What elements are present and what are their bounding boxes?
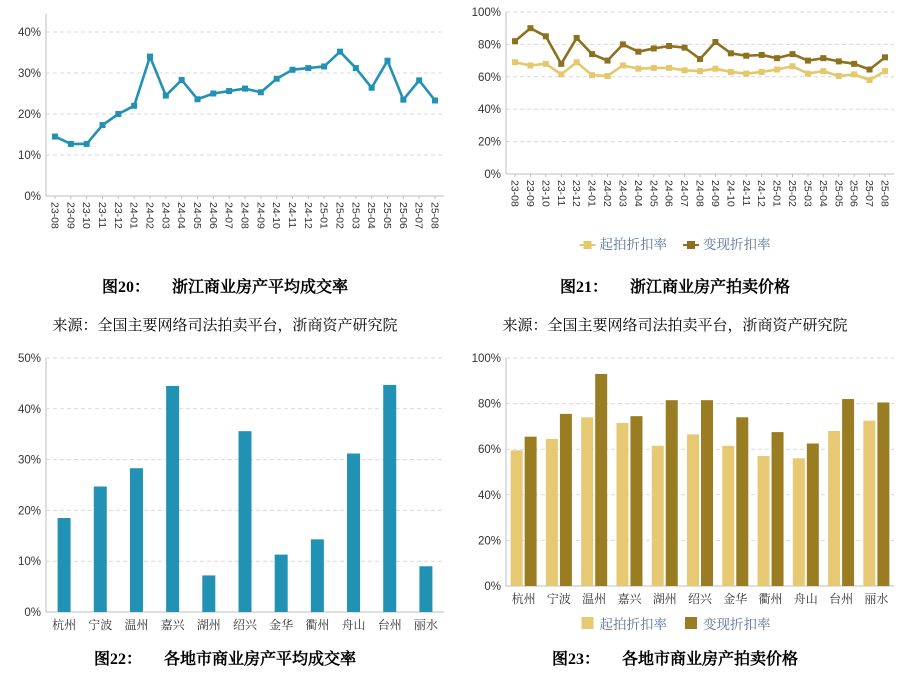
svg-text:20%: 20% [17,505,41,518]
fig21-caption-number: 图21： [559,279,608,296]
svg-text:0%: 0% [24,607,41,619]
svg-text:25-06: 25-06 [396,202,409,229]
svg-text:舟山: 舟山 [793,592,818,606]
svg-text:变现折扣率: 变现折扣率 [703,617,771,632]
svg-text:25-03: 25-03 [801,180,814,207]
svg-text:24-04: 24-04 [175,202,188,229]
svg-text:24-08: 24-08 [238,202,251,229]
svg-text:24-05: 24-05 [191,202,203,229]
svg-text:23-12: 23-12 [570,180,583,207]
fig20-line-chart [0,2,450,254]
svg-text:25-07: 25-07 [412,202,425,229]
svg-text:温州: 温州 [124,618,149,632]
svg-text:台州: 台州 [377,618,402,632]
fig20-caption-number: 图20： [101,279,150,296]
svg-text:24-01: 24-01 [127,202,140,229]
svg-text:0%: 0% [24,191,41,203]
svg-text:宁波: 宁波 [88,618,113,632]
svg-text:20%: 20% [17,109,41,121]
svg-text:60%: 60% [477,71,501,84]
svg-text:24-12: 24-12 [755,180,768,207]
svg-text:25-04: 25-04 [816,180,829,207]
svg-text:24-11: 24-11 [286,202,298,229]
svg-text:20%: 20% [477,535,501,548]
svg-text:25-01: 25-01 [317,202,330,229]
svg-text:24-10: 24-10 [724,180,737,207]
svg-text:24-09: 24-09 [254,202,267,229]
svg-text:10%: 10% [17,556,41,569]
svg-text:24-12: 24-12 [301,202,314,229]
svg-text:10%: 10% [17,150,41,162]
svg-text:23-12: 23-12 [111,202,124,229]
svg-text:衢州: 衢州 [305,618,330,632]
svg-text:24-11: 24-11 [739,180,752,207]
svg-text:杭州: 杭州 [52,618,77,632]
fig23-caption-number: 图23： [551,651,600,668]
svg-text:杭州: 杭州 [511,592,536,606]
svg-text:绍兴: 绍兴 [687,592,713,606]
fig23-caption [450,646,900,669]
svg-text:变现折扣率: 变现折扣率 [703,237,771,252]
svg-text:金华: 金华 [723,592,748,606]
svg-text:起拍折扣率: 起拍折扣率 [599,617,667,632]
svg-text:24-03: 24-03 [159,202,172,229]
fig21-caption [450,274,900,297]
fig23-caption-title: 各地市商业房产拍卖价格 [622,651,799,668]
svg-text:0%: 0% [484,581,501,593]
svg-text:24-07: 24-07 [678,180,691,207]
svg-text:25-08: 25-08 [878,180,891,207]
svg-text:绍兴: 绍兴 [232,618,258,632]
svg-text:23-08: 23-08 [48,202,61,229]
svg-text:25-02: 25-02 [786,180,798,207]
svg-text:24-09: 24-09 [708,180,721,207]
svg-text:23-10: 23-10 [80,202,93,229]
svg-text:24-02: 24-02 [601,180,613,207]
svg-text:衢州: 衢州 [758,592,783,606]
svg-text:23-09: 23-09 [64,202,77,229]
svg-text:24-05: 24-05 [647,180,660,207]
svg-text:23-09: 23-09 [523,180,536,207]
svg-text:25-06: 25-06 [847,180,860,207]
fig20-source: 来源：全国主要网络司法拍卖平台，浙商资产研究院 [52,318,398,334]
svg-text:湖州: 湖州 [652,592,677,606]
svg-text:20%: 20% [477,136,501,149]
svg-text:100%: 100% [471,7,501,19]
svg-text:24-06: 24-06 [206,202,219,229]
svg-text:嘉兴: 嘉兴 [617,592,642,606]
svg-text:80%: 80% [477,398,501,411]
svg-text:丽水: 丽水 [413,618,438,632]
svg-text:丽水: 丽水 [864,592,889,606]
svg-text:25-05: 25-05 [832,180,845,207]
svg-text:24-07: 24-07 [222,202,235,229]
svg-text:嘉兴: 嘉兴 [160,618,185,632]
svg-text:台州: 台州 [829,592,854,606]
svg-text:80%: 80% [477,39,501,52]
fig22-caption [0,646,450,669]
svg-text:23-11: 23-11 [554,180,567,207]
svg-text:40%: 40% [17,27,41,39]
svg-text:25-01: 25-01 [770,180,783,207]
svg-text:起拍折扣率: 起拍折扣率 [599,237,667,252]
svg-text:40%: 40% [17,403,41,416]
svg-text:30%: 30% [17,454,41,467]
fig23-bar-chart [450,346,900,638]
svg-text:金华: 金华 [269,618,294,632]
svg-text:24-08: 24-08 [693,180,706,207]
fig21-caption-title: 浙江商业房产拍卖价格 [630,279,791,296]
svg-text:25-05: 25-05 [381,202,393,229]
svg-text:100%: 100% [471,353,501,365]
fig20-caption-title: 浙江商业房产平均成交率 [172,279,349,296]
svg-text:湖州: 湖州 [196,618,221,632]
fig20-caption [0,274,450,297]
svg-text:25-08: 25-08 [428,202,441,229]
svg-text:24-02: 24-02 [143,202,156,229]
svg-text:舟山: 舟山 [341,618,366,632]
svg-text:0%: 0% [484,169,501,181]
svg-text:23-10: 23-10 [539,180,552,207]
svg-text:50%: 50% [17,353,41,365]
svg-text:25-04: 25-04 [365,202,378,229]
svg-text:30%: 30% [17,68,41,80]
svg-text:24-01: 24-01 [585,180,598,207]
svg-text:25-07: 25-07 [863,180,876,207]
fig22-bar-chart [0,346,450,638]
svg-text:宁波: 宁波 [546,592,571,606]
svg-text:60%: 60% [477,444,501,457]
svg-text:23-08: 23-08 [508,180,521,207]
svg-text:40%: 40% [477,489,501,502]
fig21-line-chart [450,0,900,258]
svg-text:23-11: 23-11 [96,202,108,229]
svg-text:24-06: 24-06 [662,180,675,207]
svg-text:24-10: 24-10 [270,202,283,229]
svg-text:24-03: 24-03 [616,180,629,207]
svg-text:24-04: 24-04 [631,180,644,207]
svg-text:温州: 温州 [582,592,607,606]
fig21-source: 来源：全国主要网络司法拍卖平台，浙商资产研究院 [502,318,848,334]
fig22-caption-number: 图22： [93,651,142,668]
svg-text:40%: 40% [477,104,501,117]
fig22-caption-title: 各地市商业房产平均成交率 [164,651,357,668]
svg-text:25-02: 25-02 [333,202,346,229]
svg-text:25-03: 25-03 [349,202,362,229]
